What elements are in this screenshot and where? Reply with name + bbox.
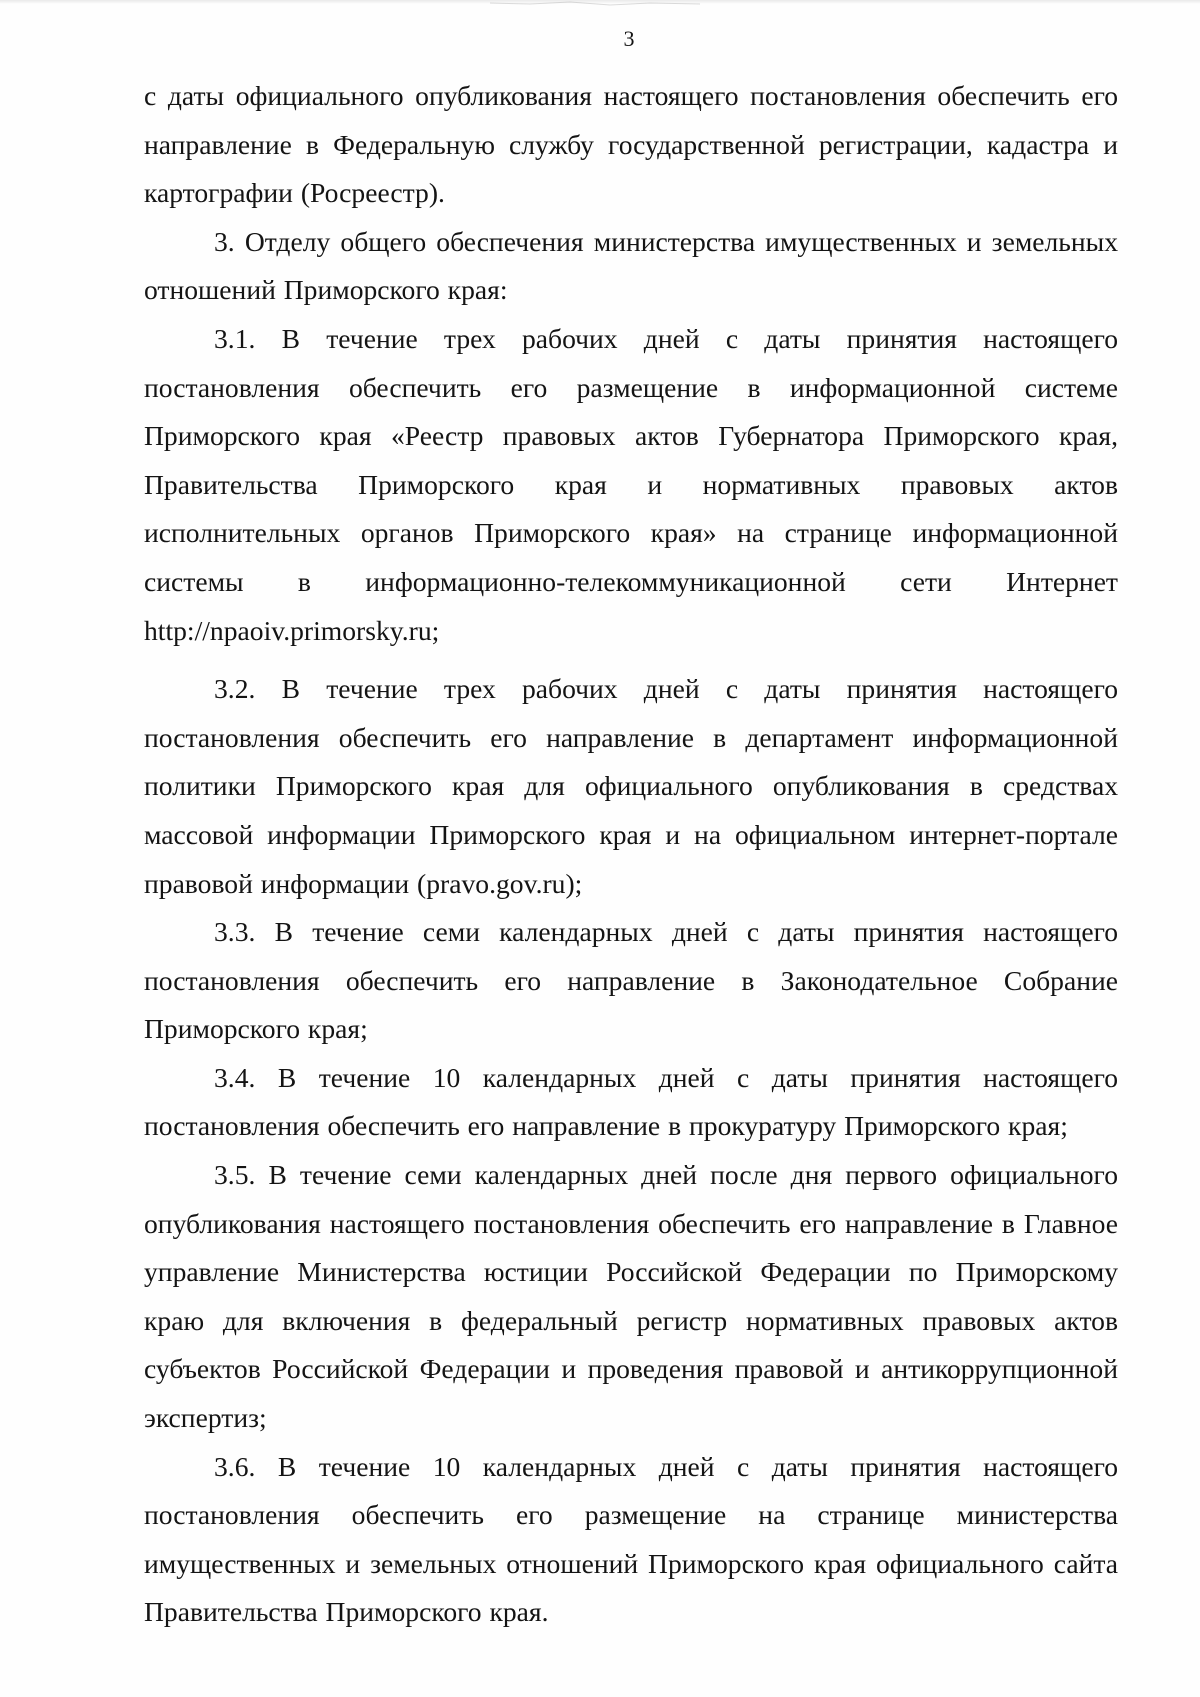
paragraph-3-6: 3.6. В течение 10 календарных дней с даты принятия настоящего постановления обеспечить его размещение на странице министерства имущественных и земельных отношений Приморского края официального сайта Правительства Приморского края. <box>144 1450 1118 1628</box>
page-number: 3 <box>623 26 635 51</box>
scan-artifact <box>490 0 700 8</box>
paragraph-intro: с даты официального опубликования настоящего постановления обеспечить его направление в Федеральную службу государственной регистрации, кадастра и картографии (Росреестр). <box>144 80 1118 209</box>
paragraph-3-1: 3.1. В течение трех рабочих дней с даты принятия настоящего постановления обеспечить его размещение в информационной системе Приморского края «Реестр правовых актов Губернатора Приморского края, Правительства Приморского края и нормативных правовых актов исполнительных органов Приморского края» на странице информационной системы в информационно-телекоммуникационной сети Интернет http://npaoiv.primorsky.ru; <box>144 322 1118 646</box>
paragraph-3-5: 3.5. В течение семи календарных дней после дня первого официального опубликования настоящего постановления обеспечить его направление в Главное управление Министерства юстиции Российской Федерации по Приморскому краю для включения в федеральный регистр нормативных правовых актов субъектов Российской Федерации и проведения правовой и антикоррупционной экспертиз; <box>144 1159 1118 1434</box>
paragraph-3-4: 3.4. В течение 10 календарных дней с даты принятия настоящего постановления обеспечить его направление в прокуратуру Приморского края; <box>144 1061 1118 1142</box>
paragraph-3-2: 3.2. В течение трех рабочих дней с даты принятия настоящего постановления обеспечить его направление в департамент информационной политики Приморского края для официального опубликования в средствах массовой информации Приморского края и на официальном интернет-портале правовой информации (pravo.gov.ru); <box>144 673 1118 899</box>
document-body <box>144 72 1118 1637</box>
paragraph-3: 3. Отделу общего обеспечения министерства имущественных и земельных отношений Приморского края: <box>144 225 1118 306</box>
paragraph-3-3: 3.3. В течение семи календарных дней с даты принятия настоящего постановления обеспечить его направление в Законодательное Собрание Приморского края; <box>144 916 1118 1045</box>
